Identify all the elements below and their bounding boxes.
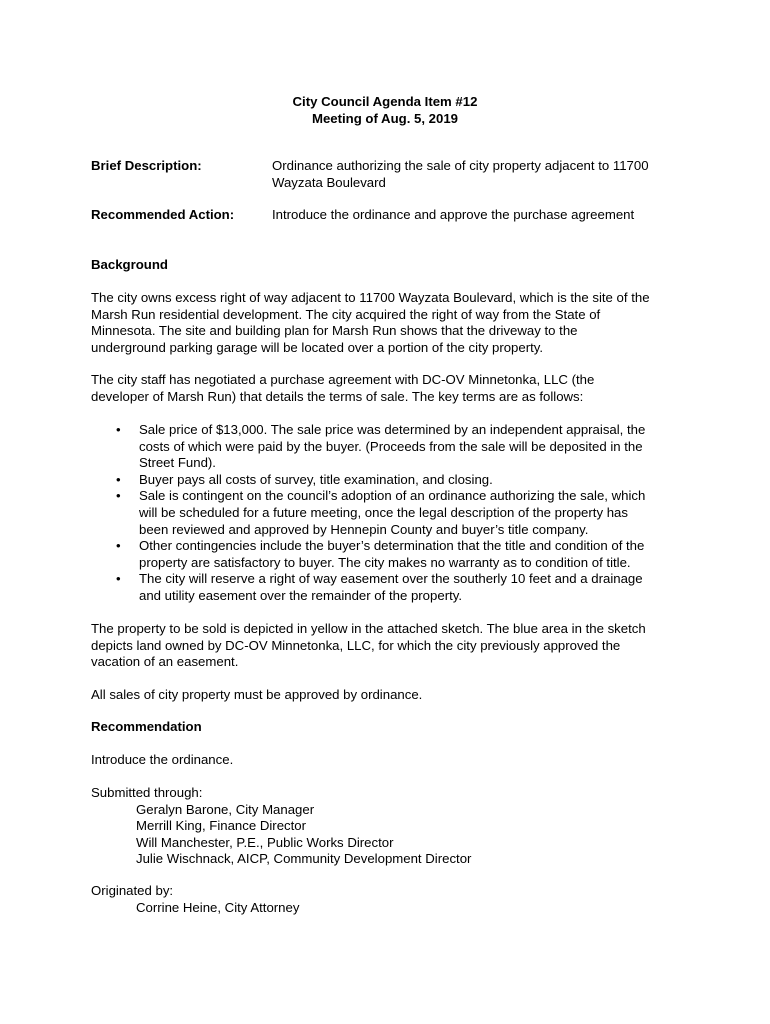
agenda-item-title: City Council Agenda Item #12 [292,94,478,109]
list-item: • Other contingencies include the buyer’s determination that the title and condition of the property are satisfactory to buyer. The city makes no warranty as to condition of title. [116,538,645,570]
key-terms-list [91,422,683,605]
recommendation-text: Introduce the ordinance. [91,752,234,767]
background-paragraph-3: The property to be sold is depicted in yellow in the attached sketch. The blue area in the sketch depicts land owned by DC-OV Minnetonka, LLC, for which the city previously approved the vacation of an easement. [91,621,646,670]
originated-by-block [91,883,683,916]
background-paragraph-4: All sales of city property must be approved by ordinance. [91,687,423,702]
document-header [0,93,770,127]
recommended-action-label: Recommended Action: [91,207,235,222]
bullet-icon: • [116,571,121,587]
bullet-icon: • [116,422,121,437]
brief-description-value: Ordinance authorizing the sale of city property adjacent to 11700 Wayzata Boulevard [272,158,649,190]
brief-description-row [91,158,691,191]
signatory-name: Julie Wischnack, AICP, Community Development Director [136,851,472,867]
bullet-icon: • [116,488,121,504]
list-item: • Buyer pays all costs of survey, title examination, and closing. [116,471,493,487]
recommended-action-value: Introduce the ordinance and approve the purchase agreement [272,207,635,222]
background-heading: Background [91,257,168,272]
list-item: • The city will reserve a right of way easement over the southerly 10 feet and a drainage and utility easement over the remainder of the property. [116,571,643,603]
signatory-name: Merrill King, Finance Director [136,818,307,834]
submitted-through-block [91,785,683,868]
signatory-name: Will Manchester, P.E., Public Works Director [136,834,394,850]
submitted-names [91,802,683,868]
list-item: • Sale is contingent on the council’s adoption of an ordinance authorizing the sale, which will be scheduled for a future meeting, once the legal description of the property has been reviewed and approved by Hennepin County and buyer’s title company. [116,488,646,537]
originator-name: Corrine Heine, City Attorney [136,899,300,915]
background-paragraph-1: The city owns excess right of way adjacent to 11700 Wayzata Boulevard, which is the site of the Marsh Run residential development. The city acquired the right of way from the State of Minnesota. The site and building plan for Marsh Run shows that the driveway to the underground parking garage will be located over a portion of the city property. [91,290,650,355]
recommendation-heading: Recommendation [91,719,202,734]
signatory-name: Geralyn Barone, City Manager [136,801,315,817]
originated-names [91,900,683,917]
background-paragraph-2: The city staff has negotiated a purchase agreement with DC-OV Minnetonka, LLC (the developer of Marsh Run) that details the terms of sale. The key terms are as follows: [91,372,595,404]
originated-by-label: Originated by: [91,883,174,898]
brief-description-label: Brief Description: [91,158,202,173]
bullet-icon: • [116,471,121,487]
list-item: • Sale price of $13,000. The sale price was determined by an independent appraisal, the costs of which were paid by the buyer. (Proceeds from the sale will be deposited in the Street Fund). [116,422,646,471]
submitted-through-label: Submitted through: [91,785,203,800]
recommended-action-row [91,207,691,224]
meeting-date: Meeting of Aug. 5, 2019 [311,111,459,126]
bullet-icon: • [116,538,121,554]
